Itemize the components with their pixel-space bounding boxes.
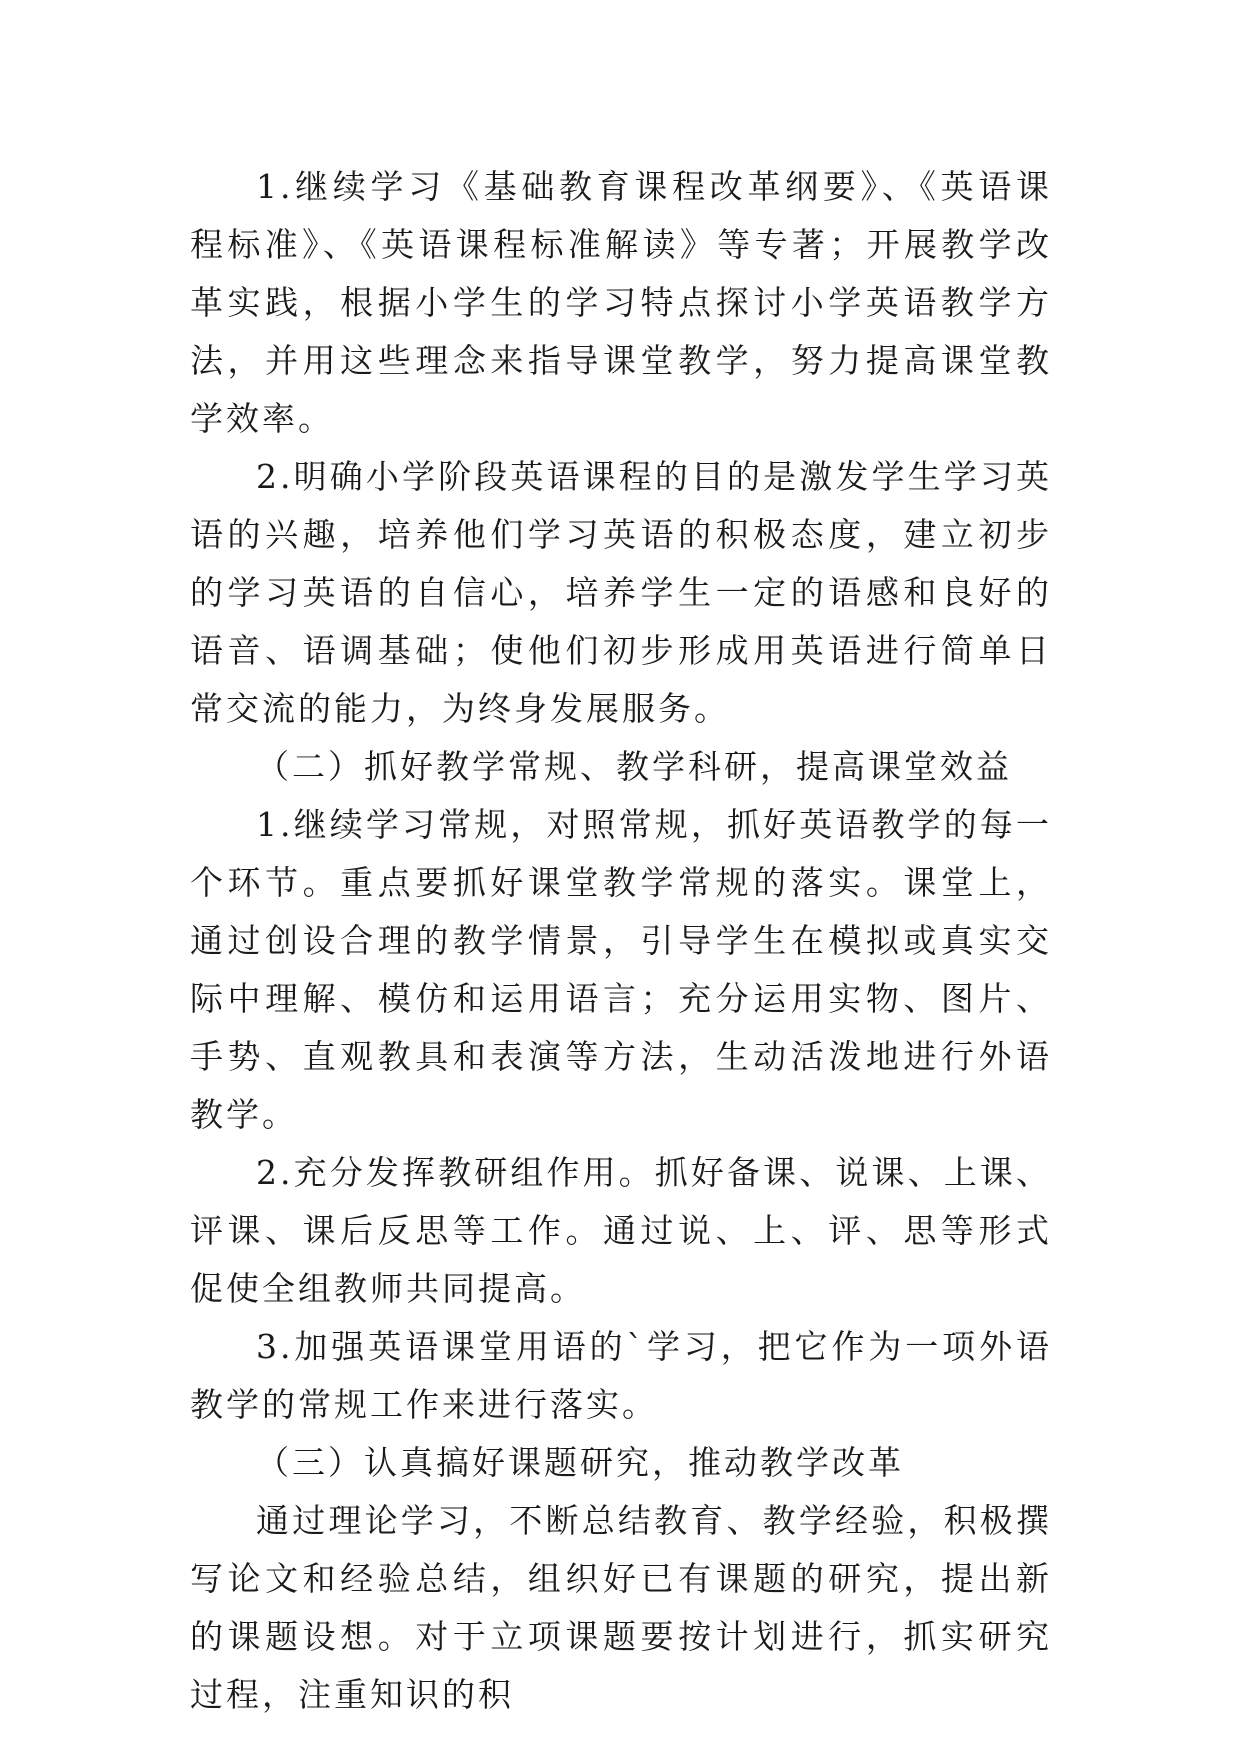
section-heading-3: （三）认真搞好课题研究，推动教学改革: [256, 1443, 904, 1482]
paragraph-item-1b: 1.继续学习常规，对照常规，抓好英语教学的每一个环节。重点要抓好课堂教学常规的落实。课堂上，通过创设合理的教学情景，引导学生在模拟或真实交际中理解、模仿和运用语言；充分运用实物、图片、手势、直观教具和表演等方法，生动活泼地进行外语教学。: [190, 805, 1052, 1134]
paragraph-item-2: 2.明确小学阶段英语课程的目的是激发学生学习英语的兴趣，培养他们学习英语的积极态度，建立初步的学习英语的自信心，培养学生一定的语感和良好的语音、语调基础；使他们初步形成用英语进行简单日常交流的能力，为终身发展服务。: [190, 457, 1052, 728]
paragraph-research: 通过理论学习，不断总结教育、教学经验，积极撰写论文和经验总结，组织好已有课题的研究，提出新的课题设想。对于立项课题要按计划进行，抓实研究过程，注重知识的积: [190, 1501, 1052, 1714]
paragraph-item-3b: 3.加强英语课堂用语的`学习，把它作为一项外语教学的常规工作来进行落实。: [190, 1327, 1052, 1424]
paragraph-item-2b: 2.充分发挥教研组作用。抓好备课、说课、上课、评课、课后反思等工作。通过说、上、评、思等形式促使全组教师共同提高。: [190, 1153, 1052, 1308]
section-heading-2: （二）抓好教学常规、教学科研，提高课堂效益: [256, 747, 1012, 786]
paragraph-item-1: 1.继续学习《基础教育课程改革纲要》、《英语课程标准》、《英语课程标准解读》等专著；开展教学改革实践，根据小学生的学习特点探讨小学英语教学方法，并用这些理念来指导课堂教学，努力提高课堂教学效率。: [190, 167, 1052, 438]
document-body: [190, 158, 1052, 1724]
